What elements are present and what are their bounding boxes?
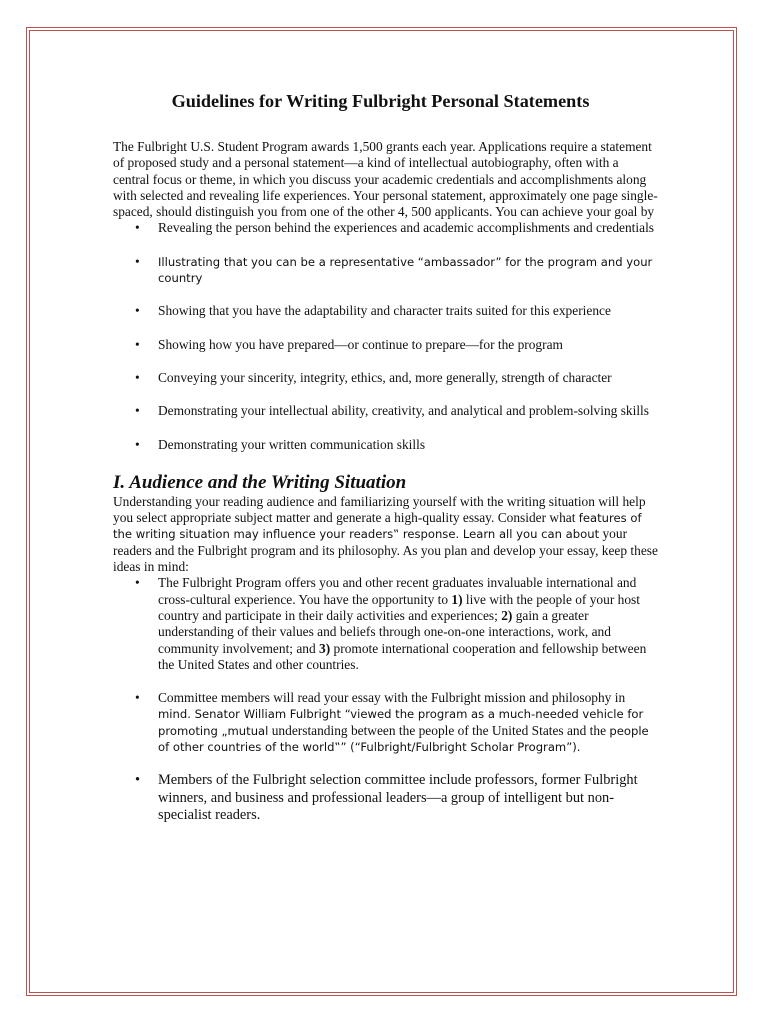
paragraph-text: your readers and the Fulbright program and its philosophy. As you plan and develop your essay, keep these ideas in mind: — [113, 526, 658, 575]
list-item: • Demonstrating your written communication skills — [113, 437, 658, 453]
section-heading: I. Audience and the Writing Situation — [113, 471, 407, 493]
list-item-text: live with the people of your host country and participate in their daily activities and experiences; — [158, 591, 640, 623]
goals-list — [113, 220, 658, 452]
list-item-text: people of other countries of the world‟” — [158, 723, 649, 755]
intro-paragraph: The Fulbright U.S. Student Program awards 1,500 grants each year. Applications require a statement of proposed study and a personal statement—a kind of intellectual autobiography, often with a central focus or theme, in which you discuss your academic credentials and accomplishments along with selected and revealing life experiences. Your personal statement, approximately one page single-spaced, should distinguish you from one of the other 4, 500 applicants. You can achieve your goal by — [113, 139, 658, 220]
document-body — [113, 90, 658, 841]
list-number: 1) — [451, 591, 463, 607]
list-item: • Conveying your sincerity, integrity, ethics, and, more generally, strength of character — [113, 370, 658, 386]
list-number: 2) — [501, 607, 513, 623]
list-item — [113, 575, 658, 673]
paragraph-text: features of the writing situation may influence your readers‟ response. Learn all you can about — [113, 511, 642, 542]
document-title: Guidelines for Writing Fulbright Personal Statements — [171, 91, 590, 111]
list-item-text: Illustrating that you can be a representative “ambassador” for the program and your country — [158, 254, 653, 286]
list-item — [113, 254, 658, 287]
list-item: • Members of the Fulbright selection committee include professors, former Fulbright winners, and business and professional leaders—a group of intelligent but non-specialist readers. — [113, 772, 658, 824]
paragraph-text: Understanding your reading audience and familiarizing yourself with the writing situation will help you select appropriate subject matter and generate a high-quality essay. Consider what — [113, 493, 646, 526]
list-item: • Showing how you have prepared—or continue to prepare—for the program — [113, 337, 658, 353]
list-item-text: mind. Senator William Fulbright “viewed the program as a much-needed vehicle for promoting „mutual — [158, 707, 644, 738]
list-item-text: understanding between the people of the United States and the — [268, 722, 610, 738]
list-number: 3) — [319, 640, 331, 656]
list-item-text: The Fulbright Program offers you and other recent graduates invaluable international and cross-cultural experience. You have the opportunity to — [158, 575, 637, 607]
list-item: • Revealing the person behind the experiences and academic accomplishments and credentials — [113, 220, 658, 236]
list-item-text: gain a greater understanding of their values and beliefs through one-on-one interactions, work, and community involvement; and — [158, 607, 611, 656]
list-item — [113, 690, 658, 755]
list-item: • Demonstrating your intellectual ability, creativity, and analytical and problem-solving skills — [113, 403, 658, 419]
list-item-text: Committee members will read your essay with the Fulbright mission and philosophy in — [158, 690, 626, 706]
list-item-text: (“Fulbright/Fulbright Scholar Program”). — [346, 740, 581, 755]
list-item-text: promote international cooperation and fellowship between the United States and other countries. — [158, 640, 647, 672]
section-paragraph — [113, 494, 658, 575]
audience-list — [113, 575, 658, 824]
list-item: • Showing that you have the adaptability and character traits suited for this experience — [113, 303, 658, 319]
